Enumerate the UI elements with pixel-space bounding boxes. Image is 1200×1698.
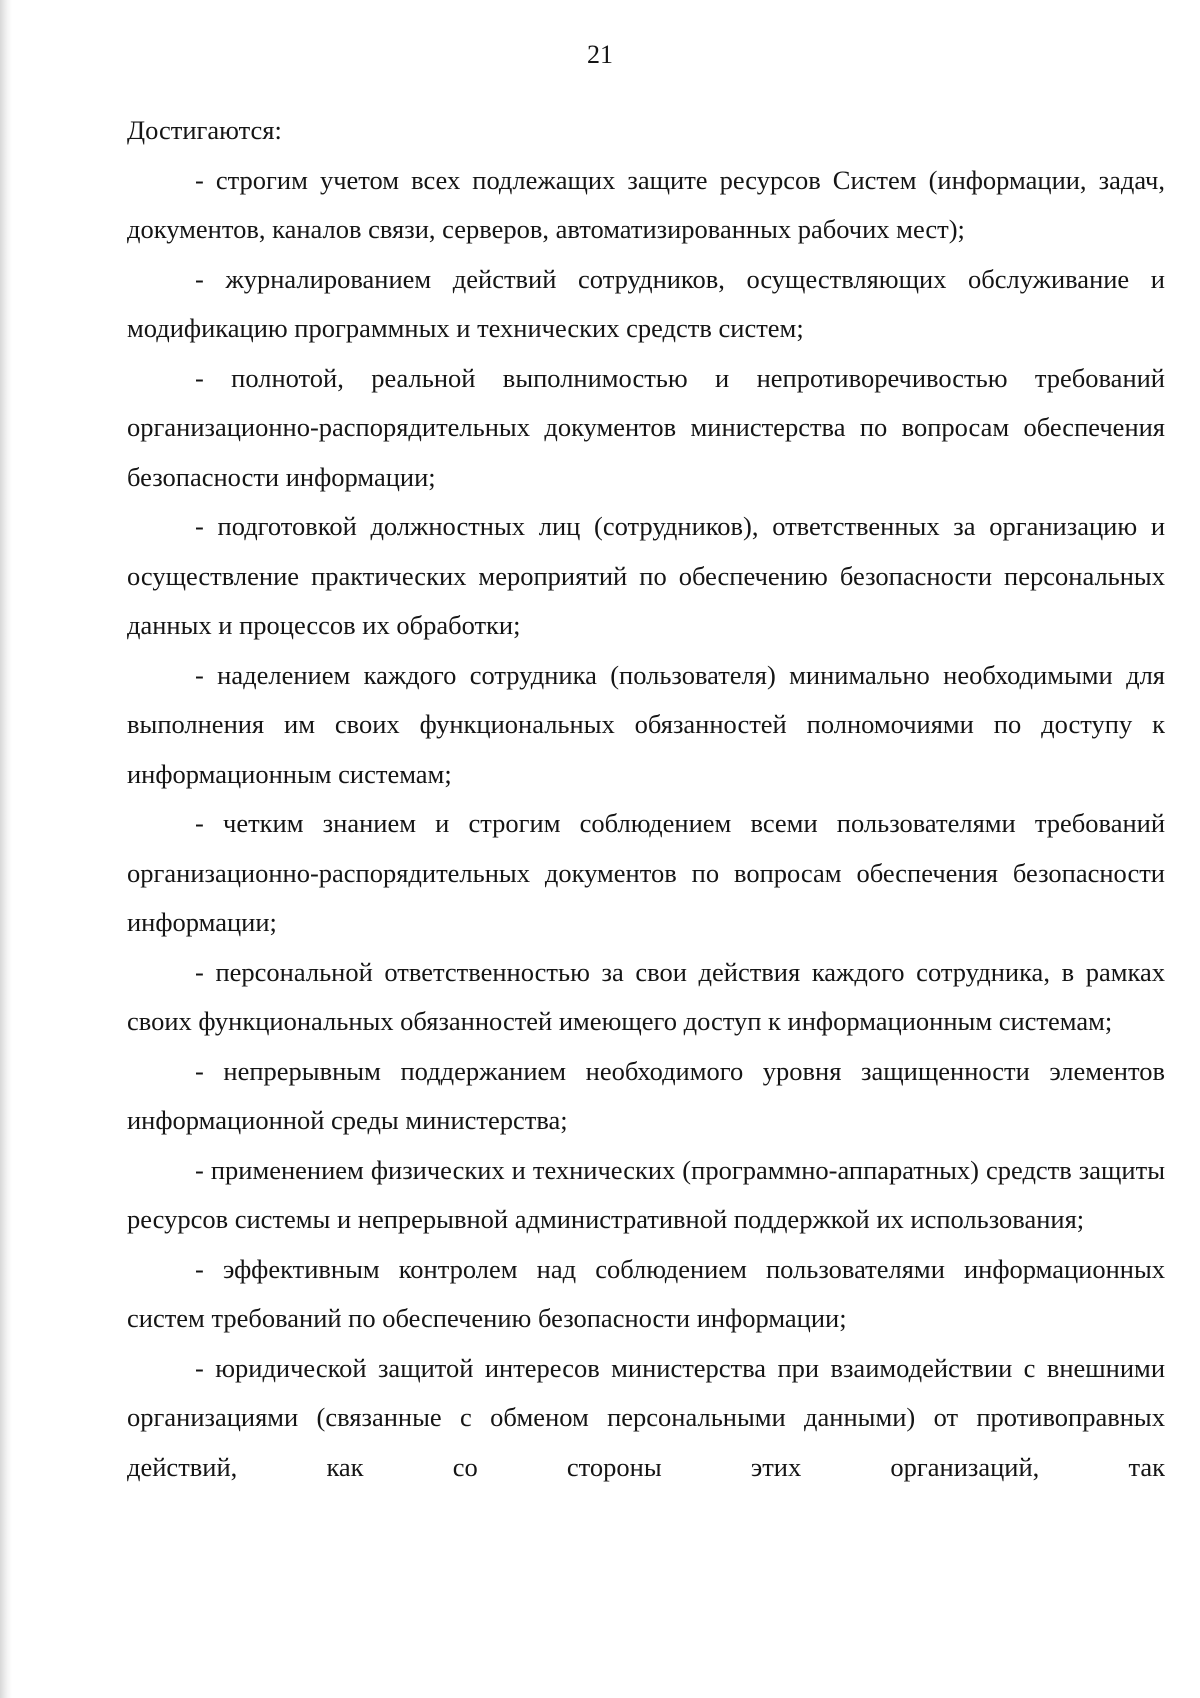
list-item: - журналированием действий сотрудников, осуществляющих обслуживание и модификацию программных и технических средств систем; (127, 263, 1165, 343)
list-item: - юридической защитой интересов министерства при взаимодействии с внешними организациями (связанные с обменом персональными данными) от противоправных действий, как со стороны этих организаций, так (127, 1352, 1165, 1482)
intro-line: Достигаются: (127, 115, 282, 145)
list-item: - полнотой, реальной выполнимостью и непротиворечивостью требований организационно-распорядительных документов министерства по вопросам обеспечения безопасности информации; (127, 362, 1165, 492)
list-item: - персональной ответственностью за свои действия каждого сотрудника, в рамках своих функциональных обязанностей имеющего доступ к информационным системам; (127, 956, 1165, 1036)
list-item: - четким знанием и строгим соблюдением всеми пользователями требований организационно-распорядительных документов по вопросам обеспечения безопасности информации; (127, 808, 1165, 937)
list-item: - строгим учетом всех подлежащих защите ресурсов Систем (информации, задач, документов, каналов связи, серверов, автоматизированных рабочих мест); (127, 164, 1165, 244)
list-item: - подготовкой должностных лиц (сотрудников), ответственных за организацию и осуществление практических мероприятий по обеспечению безопасности персональных данных и процессов их обработки; (127, 511, 1165, 640)
page-number: 21 (587, 40, 613, 69)
scan-edge-shadow (0, 0, 12, 1698)
document-body (127, 106, 1165, 1492)
list-item: - наделением каждого сотрудника (пользователя) минимально необходимыми для выполнения им своих функциональных обязанностей полномочиями по доступу к информационным системам; (127, 659, 1165, 789)
list-item: - применением физических и технических (программно-аппаратных) средств защиты ресурсов системы и непрерывной административной поддержкой их использования; (127, 1154, 1165, 1234)
list-item: - эффективным контролем над соблюдением пользователями информационных систем требований по обеспечению безопасности информации; (127, 1253, 1165, 1333)
list-item: - непрерывным поддержанием необходимого уровня защищенности элементов информационной среды министерства; (127, 1055, 1165, 1135)
